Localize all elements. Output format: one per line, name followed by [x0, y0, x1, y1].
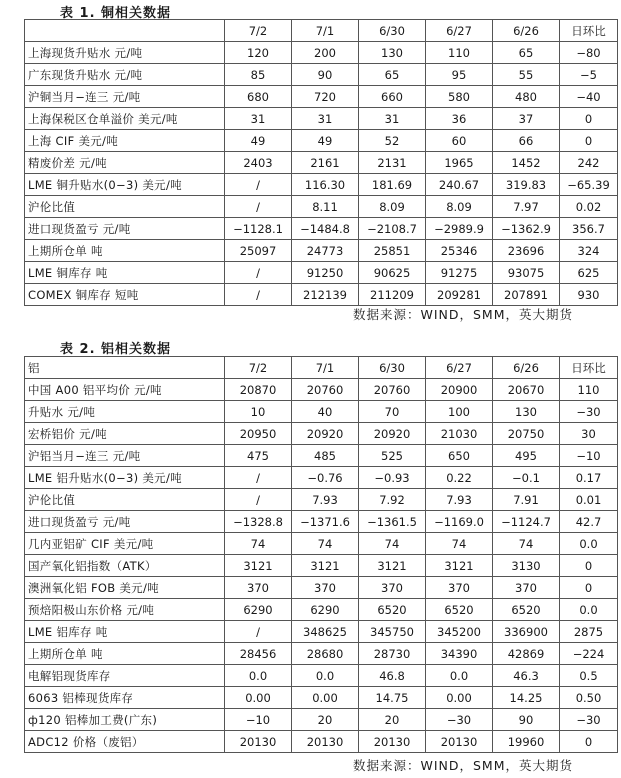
- table-cell: 0.0: [560, 599, 618, 621]
- row-label: COMEX 铜库存 短吨: [25, 284, 225, 306]
- row-label: 上期所仓单 吨: [25, 643, 225, 665]
- table-cell: 3121: [225, 555, 292, 577]
- table-cell: 49: [292, 130, 359, 152]
- table-cell: 20950: [225, 423, 292, 445]
- table-cell: 20: [359, 709, 426, 731]
- table-cell: 24773: [292, 240, 359, 262]
- table-cell: 6520: [426, 599, 493, 621]
- table-cell: 100: [426, 401, 493, 423]
- table-row: [25, 196, 618, 218]
- table-cell: 95: [426, 64, 493, 86]
- table-cell: −0.93: [359, 467, 426, 489]
- table-row: [25, 489, 618, 511]
- table-cell: /: [225, 196, 292, 218]
- table-cell: −1361.5: [359, 511, 426, 533]
- table-row: [25, 218, 618, 240]
- table-cell: −1124.7: [493, 511, 560, 533]
- table-row: [25, 423, 618, 445]
- table-cell: 0.0: [560, 533, 618, 555]
- table-cell: 6290: [292, 599, 359, 621]
- column-header: 7/1: [292, 20, 359, 42]
- table-cell: 31: [292, 108, 359, 130]
- row-label: ADC12 价格（废铝）: [25, 731, 225, 753]
- table-row: [25, 445, 618, 467]
- row-label: 进口现货盈亏 元/吨: [25, 511, 225, 533]
- table-cell: /: [225, 467, 292, 489]
- table-row: [25, 379, 618, 401]
- column-header: 6/26: [493, 20, 560, 42]
- table-cell: 1452: [493, 152, 560, 174]
- column-header: 7/2: [225, 357, 292, 379]
- table-cell: 7.93: [292, 489, 359, 511]
- table-cell: 324: [560, 240, 618, 262]
- table-cell: 20670: [493, 379, 560, 401]
- table-cell: 74: [292, 533, 359, 555]
- table-cell: 20900: [426, 379, 493, 401]
- table-cell: 20750: [493, 423, 560, 445]
- table-cell: 20130: [426, 731, 493, 753]
- table-cell: 20130: [225, 731, 292, 753]
- table-cell: −1128.1: [225, 218, 292, 240]
- table-cell: −0.1: [493, 467, 560, 489]
- table-cell: −5: [560, 64, 618, 86]
- table-cell: 2131: [359, 152, 426, 174]
- row-label: 国产氧化铝指数（ATK）: [25, 555, 225, 577]
- table-cell: 0.00: [426, 687, 493, 709]
- table-cell: 209281: [426, 284, 493, 306]
- table-cell: 650: [426, 445, 493, 467]
- table-cell: 625: [560, 262, 618, 284]
- column-header: 日环比: [560, 20, 618, 42]
- table-cell: 930: [560, 284, 618, 306]
- table-cell: 20: [292, 709, 359, 731]
- table-row: [25, 577, 618, 599]
- table-cell: 0.17: [560, 467, 618, 489]
- table-cell: 25346: [426, 240, 493, 262]
- table-cell: 207891: [493, 284, 560, 306]
- table-cell: 31: [359, 108, 426, 130]
- table-cell: 211209: [359, 284, 426, 306]
- table-cell: 20130: [292, 731, 359, 753]
- column-header: 6/27: [426, 357, 493, 379]
- row-label: 沪伦比值: [25, 489, 225, 511]
- table-row: [25, 42, 618, 64]
- table-cell: 91275: [426, 262, 493, 284]
- table-2-source: 数据来源：WIND，SMM，英大期货: [352, 758, 573, 773]
- table-cell: 20870: [225, 379, 292, 401]
- copper-data-table: [24, 19, 618, 306]
- table-cell: 42.7: [560, 511, 618, 533]
- table-row: [25, 152, 618, 174]
- table-cell: /: [225, 621, 292, 643]
- table-cell: 20760: [292, 379, 359, 401]
- table-cell: 181.69: [359, 174, 426, 196]
- row-label: LME 铝库存 吨: [25, 621, 225, 643]
- table-row: [25, 599, 618, 621]
- table-1-source: 数据来源：WIND，SMM，英大期货: [352, 307, 573, 322]
- table-row: [25, 665, 618, 687]
- table-cell: 2161: [292, 152, 359, 174]
- table-cell: 336900: [493, 621, 560, 643]
- table-row: [25, 555, 618, 577]
- table-row: [25, 284, 618, 306]
- table-cell: −2989.9: [426, 218, 493, 240]
- table-cell: 6520: [359, 599, 426, 621]
- table-row: [25, 731, 618, 753]
- column-header: 6/30: [359, 20, 426, 42]
- row-label: 广东现货升贴水 元/吨: [25, 64, 225, 86]
- table-cell: 74: [493, 533, 560, 555]
- table-cell: 120: [225, 42, 292, 64]
- column-header: 7/2: [225, 20, 292, 42]
- table-cell: 485: [292, 445, 359, 467]
- table-row: [25, 709, 618, 731]
- row-label: 进口现货盈亏 元/吨: [25, 218, 225, 240]
- table-cell: 46.8: [359, 665, 426, 687]
- row-label: 上海 CIF 美元/吨: [25, 130, 225, 152]
- table-row: [25, 687, 618, 709]
- table-cell: 36: [426, 108, 493, 130]
- aluminum-data-table: [24, 356, 618, 753]
- table-cell: 0: [560, 731, 618, 753]
- table-cell: −2108.7: [359, 218, 426, 240]
- table-cell: −30: [560, 401, 618, 423]
- table-cell: 74: [359, 533, 426, 555]
- row-label: 中国 A00 铝平均价 元/吨: [25, 379, 225, 401]
- row-label: 澳洲氧化铝 FOB 美元/吨: [25, 577, 225, 599]
- table-row: [25, 533, 618, 555]
- table-1-title: 表 1. 铜相关数据: [60, 6, 172, 21]
- table-row: [25, 467, 618, 489]
- table-cell: 21030: [426, 423, 493, 445]
- table-cell: 525: [359, 445, 426, 467]
- table-cell: 7.93: [426, 489, 493, 511]
- table-cell: 20920: [359, 423, 426, 445]
- table-cell: 370: [426, 577, 493, 599]
- table-cell: 345200: [426, 621, 493, 643]
- table-cell: 3121: [426, 555, 493, 577]
- row-label: LME 铜库存 吨: [25, 262, 225, 284]
- table-cell: −80: [560, 42, 618, 64]
- row-label: ф120 铝棒加工费(广东): [25, 709, 225, 731]
- column-header: 6/26: [493, 357, 560, 379]
- table-cell: −1362.9: [493, 218, 560, 240]
- row-label: 上海现货升贴水 元/吨: [25, 42, 225, 64]
- table-row: [25, 130, 618, 152]
- table-cell: 212139: [292, 284, 359, 306]
- table-cell: 93075: [493, 262, 560, 284]
- table-cell: 3130: [493, 555, 560, 577]
- table-row: [25, 262, 618, 284]
- table-row: [25, 401, 618, 423]
- table-cell: 91250: [292, 262, 359, 284]
- table-cell: 74: [426, 533, 493, 555]
- row-label: 6063 铝棒现货库存: [25, 687, 225, 709]
- table-cell: 110: [560, 379, 618, 401]
- table-cell: 0.00: [292, 687, 359, 709]
- table-cell: /: [225, 489, 292, 511]
- header-corner: 铝: [25, 357, 225, 379]
- table-row: [25, 621, 618, 643]
- table-cell: 580: [426, 86, 493, 108]
- row-label: 沪铝当月−连三 元/吨: [25, 445, 225, 467]
- table-row: [25, 86, 618, 108]
- table-cell: 356.7: [560, 218, 618, 240]
- table-cell: 3121: [292, 555, 359, 577]
- table-cell: 10: [225, 401, 292, 423]
- table-cell: 7.91: [493, 489, 560, 511]
- row-label: 几内亚铝矿 CIF 美元/吨: [25, 533, 225, 555]
- row-label: 预焙阳极山东价格 元/吨: [25, 599, 225, 621]
- table-cell: 0: [560, 130, 618, 152]
- table-cell: 720: [292, 86, 359, 108]
- table-cell: 680: [225, 86, 292, 108]
- row-label: LME 铜升贴水(0−3) 美元/吨: [25, 174, 225, 196]
- table-cell: 19960: [493, 731, 560, 753]
- row-label: 宏桥铝价 元/吨: [25, 423, 225, 445]
- table-cell: 8.11: [292, 196, 359, 218]
- table-cell: 52: [359, 130, 426, 152]
- table-cell: 200: [292, 42, 359, 64]
- table-cell: 0.01: [560, 489, 618, 511]
- table-cell: 0.00: [225, 687, 292, 709]
- table-cell: 34390: [426, 643, 493, 665]
- table-cell: 28730: [359, 643, 426, 665]
- row-label: 上海保税区仓单溢价 美元/吨: [25, 108, 225, 130]
- table-cell: 0: [560, 555, 618, 577]
- table-cell: 90625: [359, 262, 426, 284]
- table-cell: 7.97: [493, 196, 560, 218]
- table-cell: 660: [359, 86, 426, 108]
- table-cell: 370: [225, 577, 292, 599]
- table-2-title: 表 2. 铝相关数据: [60, 342, 172, 357]
- table-cell: 31: [225, 108, 292, 130]
- table-cell: /: [225, 284, 292, 306]
- table-cell: 348625: [292, 621, 359, 643]
- table-cell: 6290: [225, 599, 292, 621]
- table-cell: 90: [493, 709, 560, 731]
- table-cell: −1484.8: [292, 218, 359, 240]
- table-cell: 0.0: [225, 665, 292, 687]
- table-cell: −30: [560, 709, 618, 731]
- table-cell: 370: [359, 577, 426, 599]
- table-cell: 319.83: [493, 174, 560, 196]
- table-cell: 60: [426, 130, 493, 152]
- table-cell: −224: [560, 643, 618, 665]
- table-cell: 345750: [359, 621, 426, 643]
- table-cell: 55: [493, 64, 560, 86]
- table-cell: 475: [225, 445, 292, 467]
- row-label: 精废价差 元/吨: [25, 152, 225, 174]
- table-cell: −10: [560, 445, 618, 467]
- table-cell: 90: [292, 64, 359, 86]
- table-cell: 30: [560, 423, 618, 445]
- table-cell: /: [225, 174, 292, 196]
- table-cell: 28456: [225, 643, 292, 665]
- table-cell: 116.30: [292, 174, 359, 196]
- table-cell: −40: [560, 86, 618, 108]
- table-cell: 8.09: [426, 196, 493, 218]
- table-cell: 8.09: [359, 196, 426, 218]
- table-cell: 46.3: [493, 665, 560, 687]
- table-cell: 14.75: [359, 687, 426, 709]
- table-cell: −10: [225, 709, 292, 731]
- table-cell: 0.22: [426, 467, 493, 489]
- row-label: 沪铜当月−连三 元/吨: [25, 86, 225, 108]
- table-cell: 65: [493, 42, 560, 64]
- table-cell: 480: [493, 86, 560, 108]
- table-cell: 242: [560, 152, 618, 174]
- table-cell: 2875: [560, 621, 618, 643]
- table-cell: 0: [560, 577, 618, 599]
- table-row: [25, 64, 618, 86]
- table-cell: 130: [493, 401, 560, 423]
- table-cell: 49: [225, 130, 292, 152]
- table-cell: −65.39: [560, 174, 618, 196]
- table-cell: 6520: [493, 599, 560, 621]
- table-cell: 25097: [225, 240, 292, 262]
- table-cell: 14.25: [493, 687, 560, 709]
- row-label: 升贴水 元/吨: [25, 401, 225, 423]
- table-cell: −0.76: [292, 467, 359, 489]
- table-cell: 1965: [426, 152, 493, 174]
- table-cell: 130: [359, 42, 426, 64]
- table-row: [25, 511, 618, 533]
- table-cell: 495: [493, 445, 560, 467]
- table-cell: 3121: [359, 555, 426, 577]
- table-cell: −1169.0: [426, 511, 493, 533]
- column-header: 日环比: [560, 357, 618, 379]
- table-row: [25, 174, 618, 196]
- table-cell: 25851: [359, 240, 426, 262]
- table-cell: 70: [359, 401, 426, 423]
- row-label: 电解铝现货库存: [25, 665, 225, 687]
- table-cell: 20920: [292, 423, 359, 445]
- column-header: 6/30: [359, 357, 426, 379]
- table-cell: −1371.6: [292, 511, 359, 533]
- table-cell: 85: [225, 64, 292, 86]
- table-cell: 2403: [225, 152, 292, 174]
- table-cell: 0.50: [560, 687, 618, 709]
- table-row: [25, 240, 618, 262]
- table-cell: 66: [493, 130, 560, 152]
- table-row: [25, 643, 618, 665]
- table-cell: 110: [426, 42, 493, 64]
- table-cell: 28680: [292, 643, 359, 665]
- table-cell: 20130: [359, 731, 426, 753]
- table-cell: 370: [292, 577, 359, 599]
- table-cell: 240.67: [426, 174, 493, 196]
- table-cell: 65: [359, 64, 426, 86]
- table-cell: 23696: [493, 240, 560, 262]
- table-cell: 74: [225, 533, 292, 555]
- table-cell: 0: [560, 108, 618, 130]
- table-cell: 20760: [359, 379, 426, 401]
- table-cell: −30: [426, 709, 493, 731]
- table-cell: 370: [493, 577, 560, 599]
- column-header: 7/1: [292, 357, 359, 379]
- row-label: LME 铝升贴水(0−3) 美元/吨: [25, 467, 225, 489]
- table-cell: −1328.8: [225, 511, 292, 533]
- row-label: 上期所仓单 吨: [25, 240, 225, 262]
- row-label: 沪伦比值: [25, 196, 225, 218]
- table-cell: /: [225, 262, 292, 284]
- header-corner: [25, 20, 225, 42]
- table-cell: 40: [292, 401, 359, 423]
- table-cell: 0.02: [560, 196, 618, 218]
- table-cell: 37: [493, 108, 560, 130]
- table-cell: 0.0: [426, 665, 493, 687]
- table-cell: 42869: [493, 643, 560, 665]
- table-cell: 7.92: [359, 489, 426, 511]
- table-row: [25, 108, 618, 130]
- column-header: 6/27: [426, 20, 493, 42]
- table-cell: 0.0: [292, 665, 359, 687]
- table-cell: 0.5: [560, 665, 618, 687]
